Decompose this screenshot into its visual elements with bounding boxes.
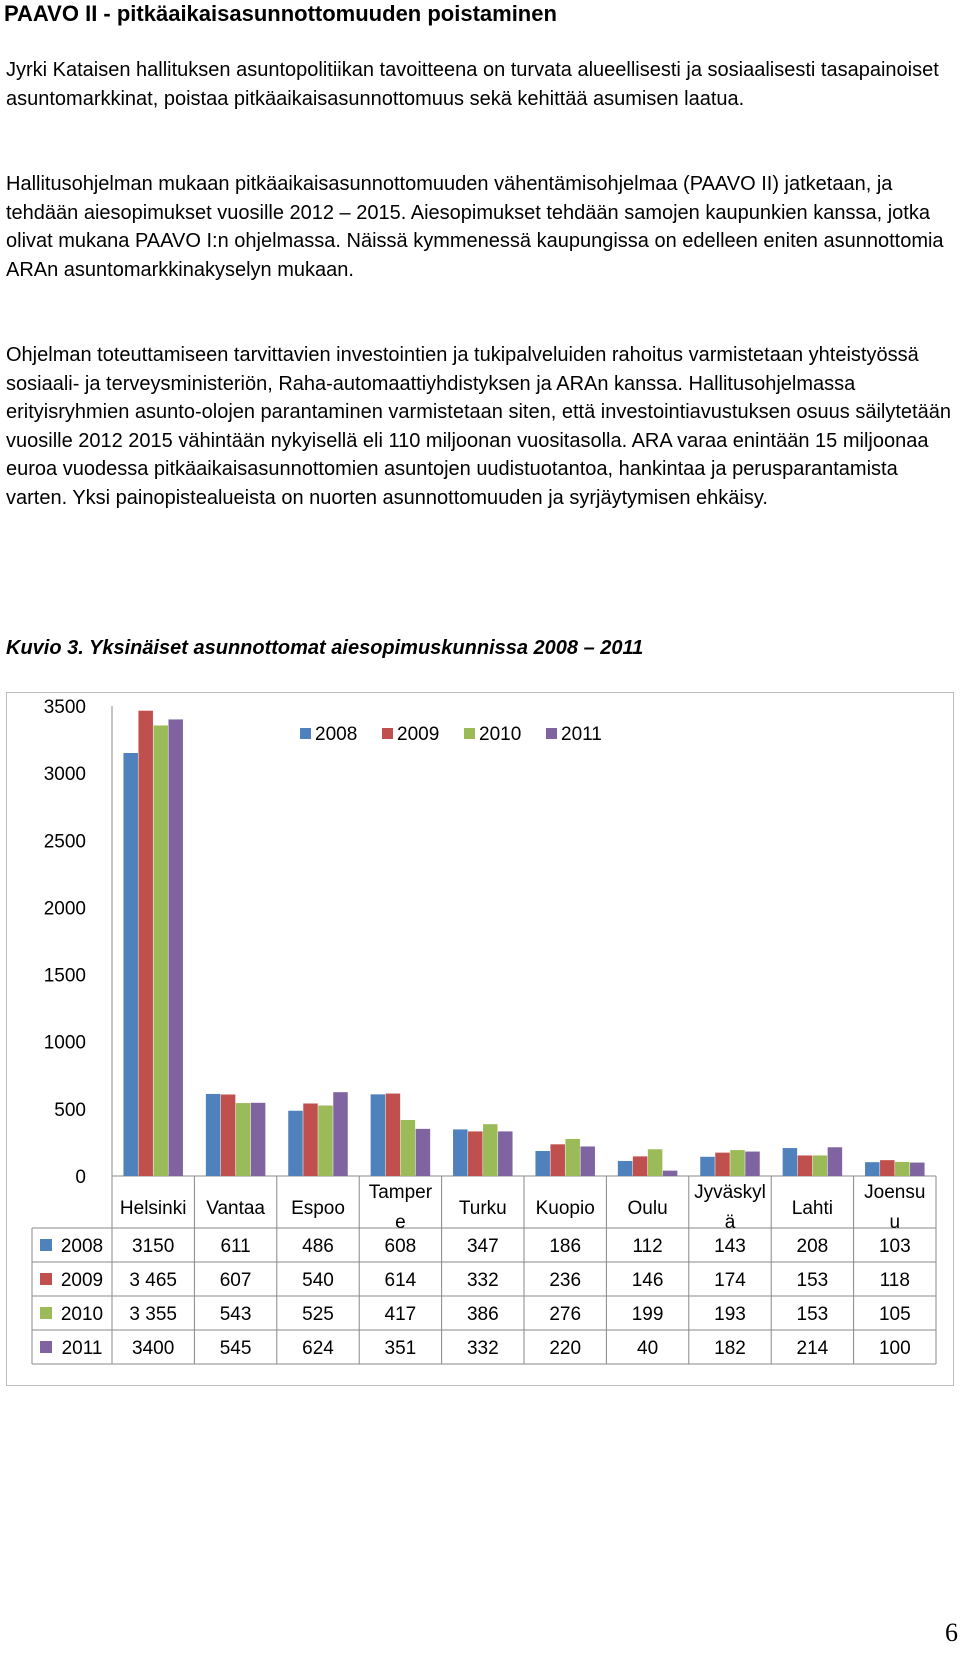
data-label: 3 355	[129, 1304, 177, 1325]
x-tick-label: Lahti	[791, 1198, 834, 1219]
x-tick-label: Tamper	[368, 1182, 433, 1203]
x-tick-label: Espoo	[291, 1198, 345, 1219]
data-label: 624	[302, 1338, 334, 1359]
bar-2008-7	[700, 1157, 715, 1176]
page-number: 6	[945, 1618, 958, 1647]
data-label: 276	[549, 1304, 582, 1325]
data-label: 545	[219, 1338, 252, 1359]
x-tick-label: Helsinki	[119, 1198, 187, 1219]
data-label: 105	[878, 1304, 911, 1325]
bar-2010-1	[236, 1103, 251, 1176]
table-swatch-2010	[40, 1307, 52, 1319]
data-label: 611	[220, 1236, 251, 1257]
x-tick-label: Vantaa	[206, 1198, 266, 1219]
bar-chart	[6, 692, 954, 1386]
table-swatch-2009	[40, 1273, 52, 1285]
legend-swatch-2011	[546, 728, 557, 739]
data-label: 3400	[132, 1338, 175, 1359]
table-swatch-2011	[40, 1341, 52, 1353]
legend-swatch-2008	[300, 728, 311, 739]
x-tick-label: Joensu	[864, 1182, 926, 1203]
y-tick-label: 2000	[43, 898, 86, 920]
paragraph-funding: Ohjelman toteuttamiseen tarvittavien investointien ja tukipalveluiden rahoitus varmistetaan yhteistyössä sosiaali- ja terveysministeriön, Raha-automaattiyhdistyksen ja ARAn kanssa. Hallitusohjelmassa erityisryhmien asunto-olojen parantaminen varmistetaan siten, että investointiavustuksen osuus säilytetään vuosille 2012 2015 vähintään nykyisellä eli 110 miljoonan vuositasolla. ARA varaa enintään 15 miljoonaa euroa vuodessa pitkäaikaisasunnottomien asuntojen uudistuotantoa, hankintaa ja perusparantamista varten. Yksi painopistealueista on nuorten asunnottomuuden ja syrjäytymisen ehkäisy.	[6, 344, 951, 509]
x-tick-label: u	[889, 1212, 901, 1233]
legend-label-2010: 2010	[479, 724, 522, 745]
legend-swatch-2009	[382, 728, 393, 739]
bar-2009-6	[633, 1156, 648, 1176]
bar-2010-7	[730, 1150, 745, 1176]
table-series-label: 2008	[60, 1236, 104, 1257]
bar-2011-9	[910, 1163, 925, 1176]
data-label: 351	[384, 1338, 417, 1359]
bar-2008-5	[535, 1151, 550, 1176]
bar-2008-8	[783, 1148, 798, 1176]
data-label: 186	[549, 1236, 582, 1257]
bar-2009-3	[386, 1094, 401, 1176]
y-tick-label: 500	[54, 1099, 86, 1121]
y-tick-label: 2500	[43, 831, 86, 853]
data-label: 3 465	[129, 1270, 177, 1291]
figure-caption: Kuvio 3. Yksinäiset asunnottomat aiesopimuskunnissa 2008 – 2011	[6, 637, 644, 659]
bar-2011-8	[828, 1147, 843, 1176]
x-tick-label: ä	[724, 1212, 736, 1233]
bar-2008-9	[865, 1162, 880, 1176]
bar-2010-8	[813, 1155, 828, 1176]
data-label: 607	[219, 1270, 252, 1291]
data-label: 174	[714, 1270, 746, 1291]
bar-2008-0	[123, 753, 138, 1176]
data-label: 236	[549, 1270, 582, 1291]
data-label: 208	[796, 1236, 829, 1257]
bar-2008-3	[371, 1094, 386, 1176]
bar-2010-0	[153, 725, 168, 1176]
bar-2011-0	[168, 719, 183, 1176]
table-series-label: 2011	[61, 1338, 103, 1359]
bar-2011-1	[251, 1103, 266, 1176]
data-label: 332	[466, 1270, 499, 1291]
y-tick-label: 1000	[43, 1032, 86, 1054]
bar-2010-3	[401, 1120, 416, 1176]
bar-2008-6	[618, 1161, 633, 1176]
data-label: 40	[637, 1338, 659, 1359]
bar-2011-4	[498, 1131, 513, 1176]
bar-2011-3	[416, 1129, 431, 1176]
legend-label-2008: 2008	[315, 724, 358, 745]
y-tick-label: 1500	[43, 965, 86, 987]
data-label: 146	[631, 1270, 664, 1291]
bar-2011-7	[745, 1152, 760, 1176]
data-label: 543	[219, 1304, 252, 1325]
data-label: 614	[384, 1270, 417, 1291]
data-label: 608	[384, 1236, 417, 1257]
data-label: 100	[878, 1338, 911, 1359]
bar-2010-6	[648, 1149, 663, 1176]
data-label: 153	[796, 1270, 829, 1291]
bar-2011-5	[580, 1146, 595, 1176]
legend-label-2009: 2009	[397, 724, 440, 745]
data-label: 214	[796, 1338, 829, 1359]
data-label: 347	[466, 1236, 499, 1257]
y-tick-label: 3500	[43, 697, 86, 718]
x-tick-label: Oulu	[627, 1198, 668, 1219]
data-label: 386	[466, 1304, 499, 1325]
data-label: 540	[302, 1270, 334, 1291]
x-tick-label: Turku	[458, 1198, 507, 1219]
data-label: 417	[384, 1304, 417, 1325]
y-tick-label: 0	[75, 1167, 86, 1188]
bar-2009-8	[798, 1155, 813, 1176]
bar-2010-4	[483, 1124, 498, 1176]
table-swatch-2008	[40, 1239, 52, 1251]
table-series-label: 2010	[60, 1304, 104, 1325]
data-label: 3150	[132, 1236, 175, 1257]
paragraph-intro: Jyrki Kataisen hallituksen asuntopolitiikan tavoitteena on turvata alueellisesti ja sosiaalisesti tasapainoiset asuntomarkkinat, poistaa pitkäaikaisasunnottomuus sekä kehittää asumisen laatua.	[6, 59, 939, 110]
data-label: 199	[631, 1304, 664, 1325]
data-label: 118	[879, 1270, 910, 1291]
data-label: 220	[549, 1338, 582, 1359]
data-label: 143	[714, 1236, 746, 1257]
data-label: 525	[302, 1304, 334, 1325]
bar-2009-7	[715, 1153, 730, 1176]
bar-2008-2	[288, 1111, 303, 1176]
x-tick-label: e	[395, 1212, 406, 1233]
data-label: 112	[632, 1236, 663, 1257]
data-label: 486	[302, 1236, 334, 1257]
data-label: 332	[466, 1338, 499, 1359]
bar-2009-1	[221, 1094, 236, 1176]
legend-label-2011: 2011	[561, 724, 602, 745]
bar-2009-4	[468, 1131, 483, 1176]
bar-2010-5	[565, 1139, 580, 1176]
legend-swatch-2010	[464, 728, 475, 739]
data-label: 103	[878, 1236, 911, 1257]
x-tick-label: Jyväskyl	[694, 1182, 766, 1203]
bar-2010-2	[318, 1106, 333, 1177]
data-label: 193	[714, 1304, 746, 1325]
bar-2009-9	[880, 1160, 895, 1176]
bar-2009-5	[550, 1144, 565, 1176]
bar-2009-2	[303, 1103, 318, 1176]
y-tick-label: 3000	[43, 764, 86, 786]
bar-2011-2	[333, 1092, 348, 1176]
data-label: 182	[714, 1338, 746, 1359]
page-title: PAAVO II - pitkäaikaisasunnottomuuden poistaminen	[4, 1, 557, 26]
table-series-label: 2009	[60, 1270, 104, 1291]
data-label: 153	[796, 1304, 829, 1325]
x-tick-label: Kuopio	[535, 1198, 595, 1219]
bar-2008-4	[453, 1129, 468, 1176]
paragraph-paavo: Hallitusohjelman mukaan pitkäaikaisasunnottomuuden vähentämisohjelmaa (PAAVO II) jatketaan, ja tehdään aiesopimukset vuosille 2012 – 2015. Aiesopimukset tehdään samojen kaupunkien kanssa, jotka olivat mukana PAAVO I:n ohjelmassa. Näissä kymmenessä kaupungissa on edelleen eniten asunnottomia ARAn asuntomarkkinakyselyn mukaan.	[6, 173, 944, 281]
bar-2010-9	[895, 1162, 910, 1176]
bar-2011-6	[663, 1171, 678, 1176]
bar-2009-0	[138, 711, 153, 1176]
bar-2008-1	[206, 1094, 221, 1176]
